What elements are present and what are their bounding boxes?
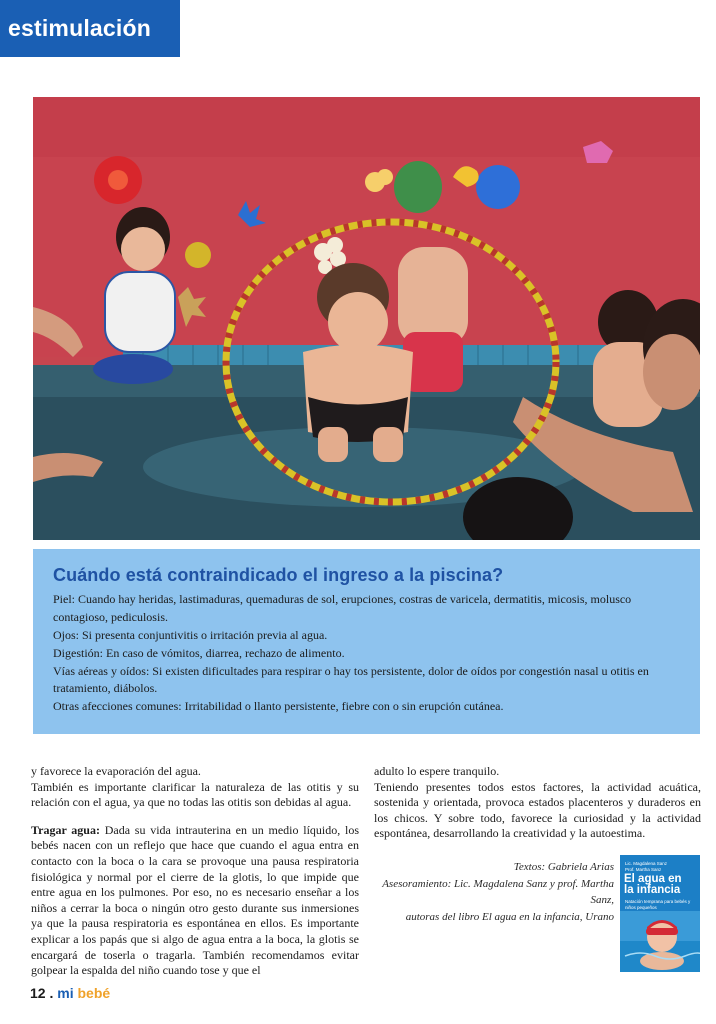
footer-separator: . — [49, 985, 54, 1001]
box-item-skin: Piel: Cuando hay heridas, lastimaduras, quemaduras de sol, erupciones, costras de varicela, dermatitis, micosis, molusco contagioso, pediculosis. — [53, 592, 632, 624]
section-tab: estimulación — [0, 0, 180, 57]
box-title: Cuándo está contraindicado el ingreso a la piscina? — [53, 565, 504, 585]
article-credits — [370, 859, 614, 925]
book-author: Lic. Magdalena Sanz — [625, 861, 668, 866]
paragraph-body: Dada su vida intrauterina en un medio líquido, los bebés nacen con un reflejo que hace que cuando el agua entra en contacto con la boca o la cara se provoque una pausa respiratoria fisiológica y normal por el cierre de la glotis, lo que impide que entre agua en los pulmones. Por eso, no es necesario enseñar a los niños a cerrar la boca o ningún otro gesto durante sus inmersiones ya que la pausa respiratoria es espontánea en ellos. Es importante explicar a los papás que si algo de agua entra a la boca, la glotis se encargará de toserla o tragarla. También recomendamos evitar golpear la espalda del niño cuando tose y que el — [31, 822, 359, 978]
box-item-digestion: Digestión: En caso de vómitos, diarrea, rechazo de alimento. — [53, 645, 345, 660]
book-title-line: El agua en — [624, 873, 682, 885]
box-item-eyes: Ojos: Si presenta conjuntivitis o irritación previa al agua. — [53, 627, 328, 642]
paragraph-lead: Tragar agua: — [31, 822, 100, 837]
credit-line-book: autoras del libro El agua en la infancia, Urano — [405, 910, 614, 923]
pool-scene-illustration — [33, 97, 700, 540]
box-item-airways: Vías aéreas y oídos: Si existen dificultades para respirar o hay tos persistente, dolor de oídos por congestión nasal u otitis en tratamiento, diábolos. — [53, 663, 649, 695]
contraindications-box — [33, 549, 700, 734]
magazine-brand-mi: mi — [57, 985, 74, 1001]
box-item-other: Otras afecciones comunes: Irritabilidad o llanto persistente, fiebre con o sin erupción cutánea. — [53, 699, 504, 713]
article-paragraph-swallowing — [31, 823, 359, 979]
book-title — [624, 874, 682, 896]
article-paragraph: adulto lo espere tranquilo. — [374, 764, 500, 778]
credit-line-advice: Asesoramiento: Lic. Magdalena Sanz y prof. Martha Sanz, — [382, 877, 614, 906]
book-authors — [625, 861, 667, 872]
book-cover-illustration — [620, 911, 700, 972]
page-number: 12 — [30, 985, 46, 1001]
credit-line-texts: Textos: Gabriela Arias — [513, 861, 614, 873]
book-cover — [620, 855, 700, 972]
article-paragraph: También es importante clarificar la naturaleza de las otitis y su relación con el agua, ya que no todas las otitis son debidas al agua. — [31, 779, 359, 810]
book-subtitle: Natación temprana para bebés y niños pequeños — [625, 899, 691, 910]
pool-photo — [33, 97, 700, 540]
article-right-column — [374, 764, 701, 842]
article-paragraph: y favorece la evaporación del agua. — [31, 764, 201, 778]
article-left-column — [31, 764, 359, 979]
book-title-line: la infancia — [624, 884, 681, 896]
book-author: Prof. Martha Sanz — [625, 866, 662, 872]
magazine-brand-bebe: bebé — [77, 985, 111, 1001]
article-paragraph: Teniendo presentes todos estos factores, la actividad acuática, sostenida y orientada, provoca estados placenteros y duraderos en los chicos. Y sobre todo, favorece la curiosidad y la actividad espontánea, desarrollando la creatividad y la autoestima. — [374, 779, 701, 841]
page-footer — [30, 985, 110, 1001]
